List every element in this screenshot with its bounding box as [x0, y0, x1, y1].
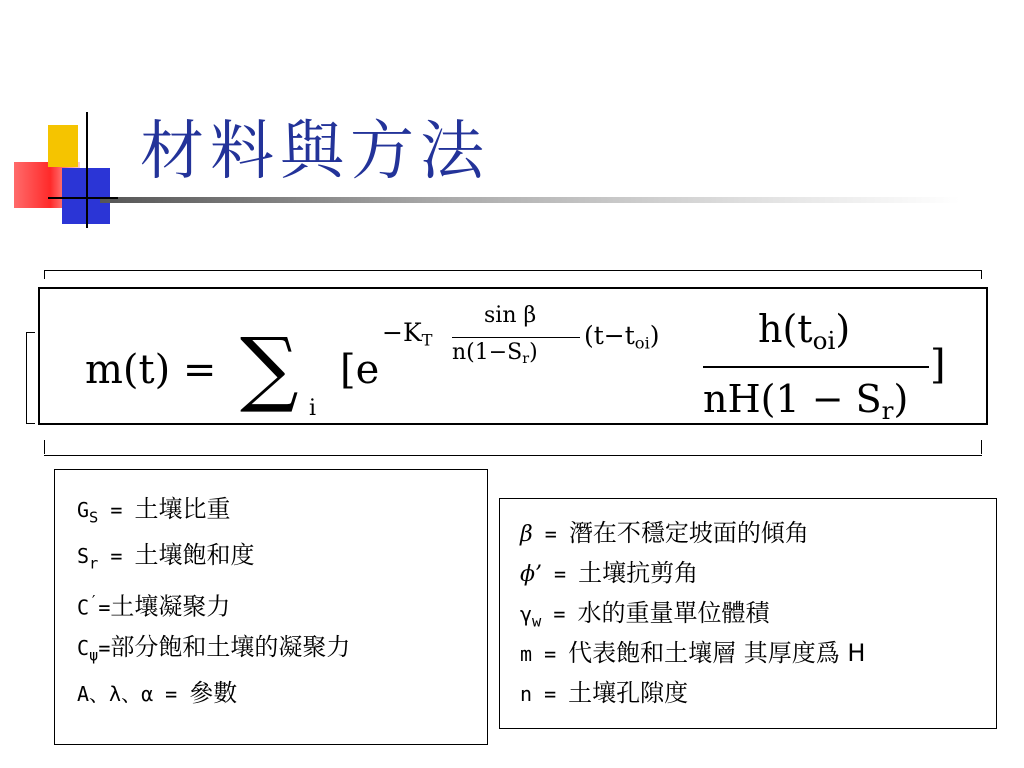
definition-row: $S_r$ = 土壤飽和度	[77, 541, 255, 573]
fraction-numerator: $h(t_{oi})$	[758, 307, 851, 355]
definition-row: n = 土壤孔隙度	[520, 679, 689, 707]
definition-row: $G_S$ = 土壤比重	[77, 495, 231, 527]
equation-left-bracket	[26, 332, 35, 424]
exponent-fraction-numerator: sin β	[484, 303, 537, 328]
fraction-bar	[703, 366, 929, 368]
left-definitions-box	[54, 469, 488, 745]
right-definitions-box	[499, 498, 997, 729]
vertical-rule	[86, 112, 88, 228]
slide-title: 材料與方法	[140, 115, 490, 189]
definition-row: ϕ’ = 土壤抗剪角	[520, 559, 699, 587]
equation-lhs: m(t) =	[85, 347, 217, 393]
title-underline-dark	[48, 197, 118, 199]
summation-symbol: ∑	[240, 321, 299, 416]
equation-close-bracket: ]	[930, 342, 946, 388]
exponent-tail: $(t-t_{oi})$	[584, 321, 660, 353]
definition-row: $C_\psi=$部分飽和土壤的凝聚力	[77, 633, 351, 665]
exponent-fraction-bar	[452, 337, 580, 338]
exponent-fraction-denominator: $n(1-S_r)$	[452, 340, 538, 367]
title-underline	[100, 197, 960, 203]
definition-row: β = 潛在不穩定坡面的傾角	[520, 519, 809, 547]
definition-row: $\gamma_w$ = 水的重量單位體積	[520, 599, 770, 631]
fraction-denominator: $nH(1 - S_r)$	[703, 377, 909, 425]
definition-row: C′=土壤凝聚力	[77, 592, 231, 621]
definition-row: A、λ、α = 參數	[77, 679, 238, 707]
definition-row: m = 代表飽和土壤層 其厚度爲 H	[520, 639, 866, 667]
equation-frame-tick	[44, 440, 45, 454]
equation-frame-tick	[981, 440, 982, 454]
equation-open-bracket: [e	[340, 347, 380, 393]
summation-index: i	[309, 396, 317, 421]
yellow-square-accent	[48, 125, 78, 167]
exponent-lead: $-K_T$	[382, 318, 433, 350]
